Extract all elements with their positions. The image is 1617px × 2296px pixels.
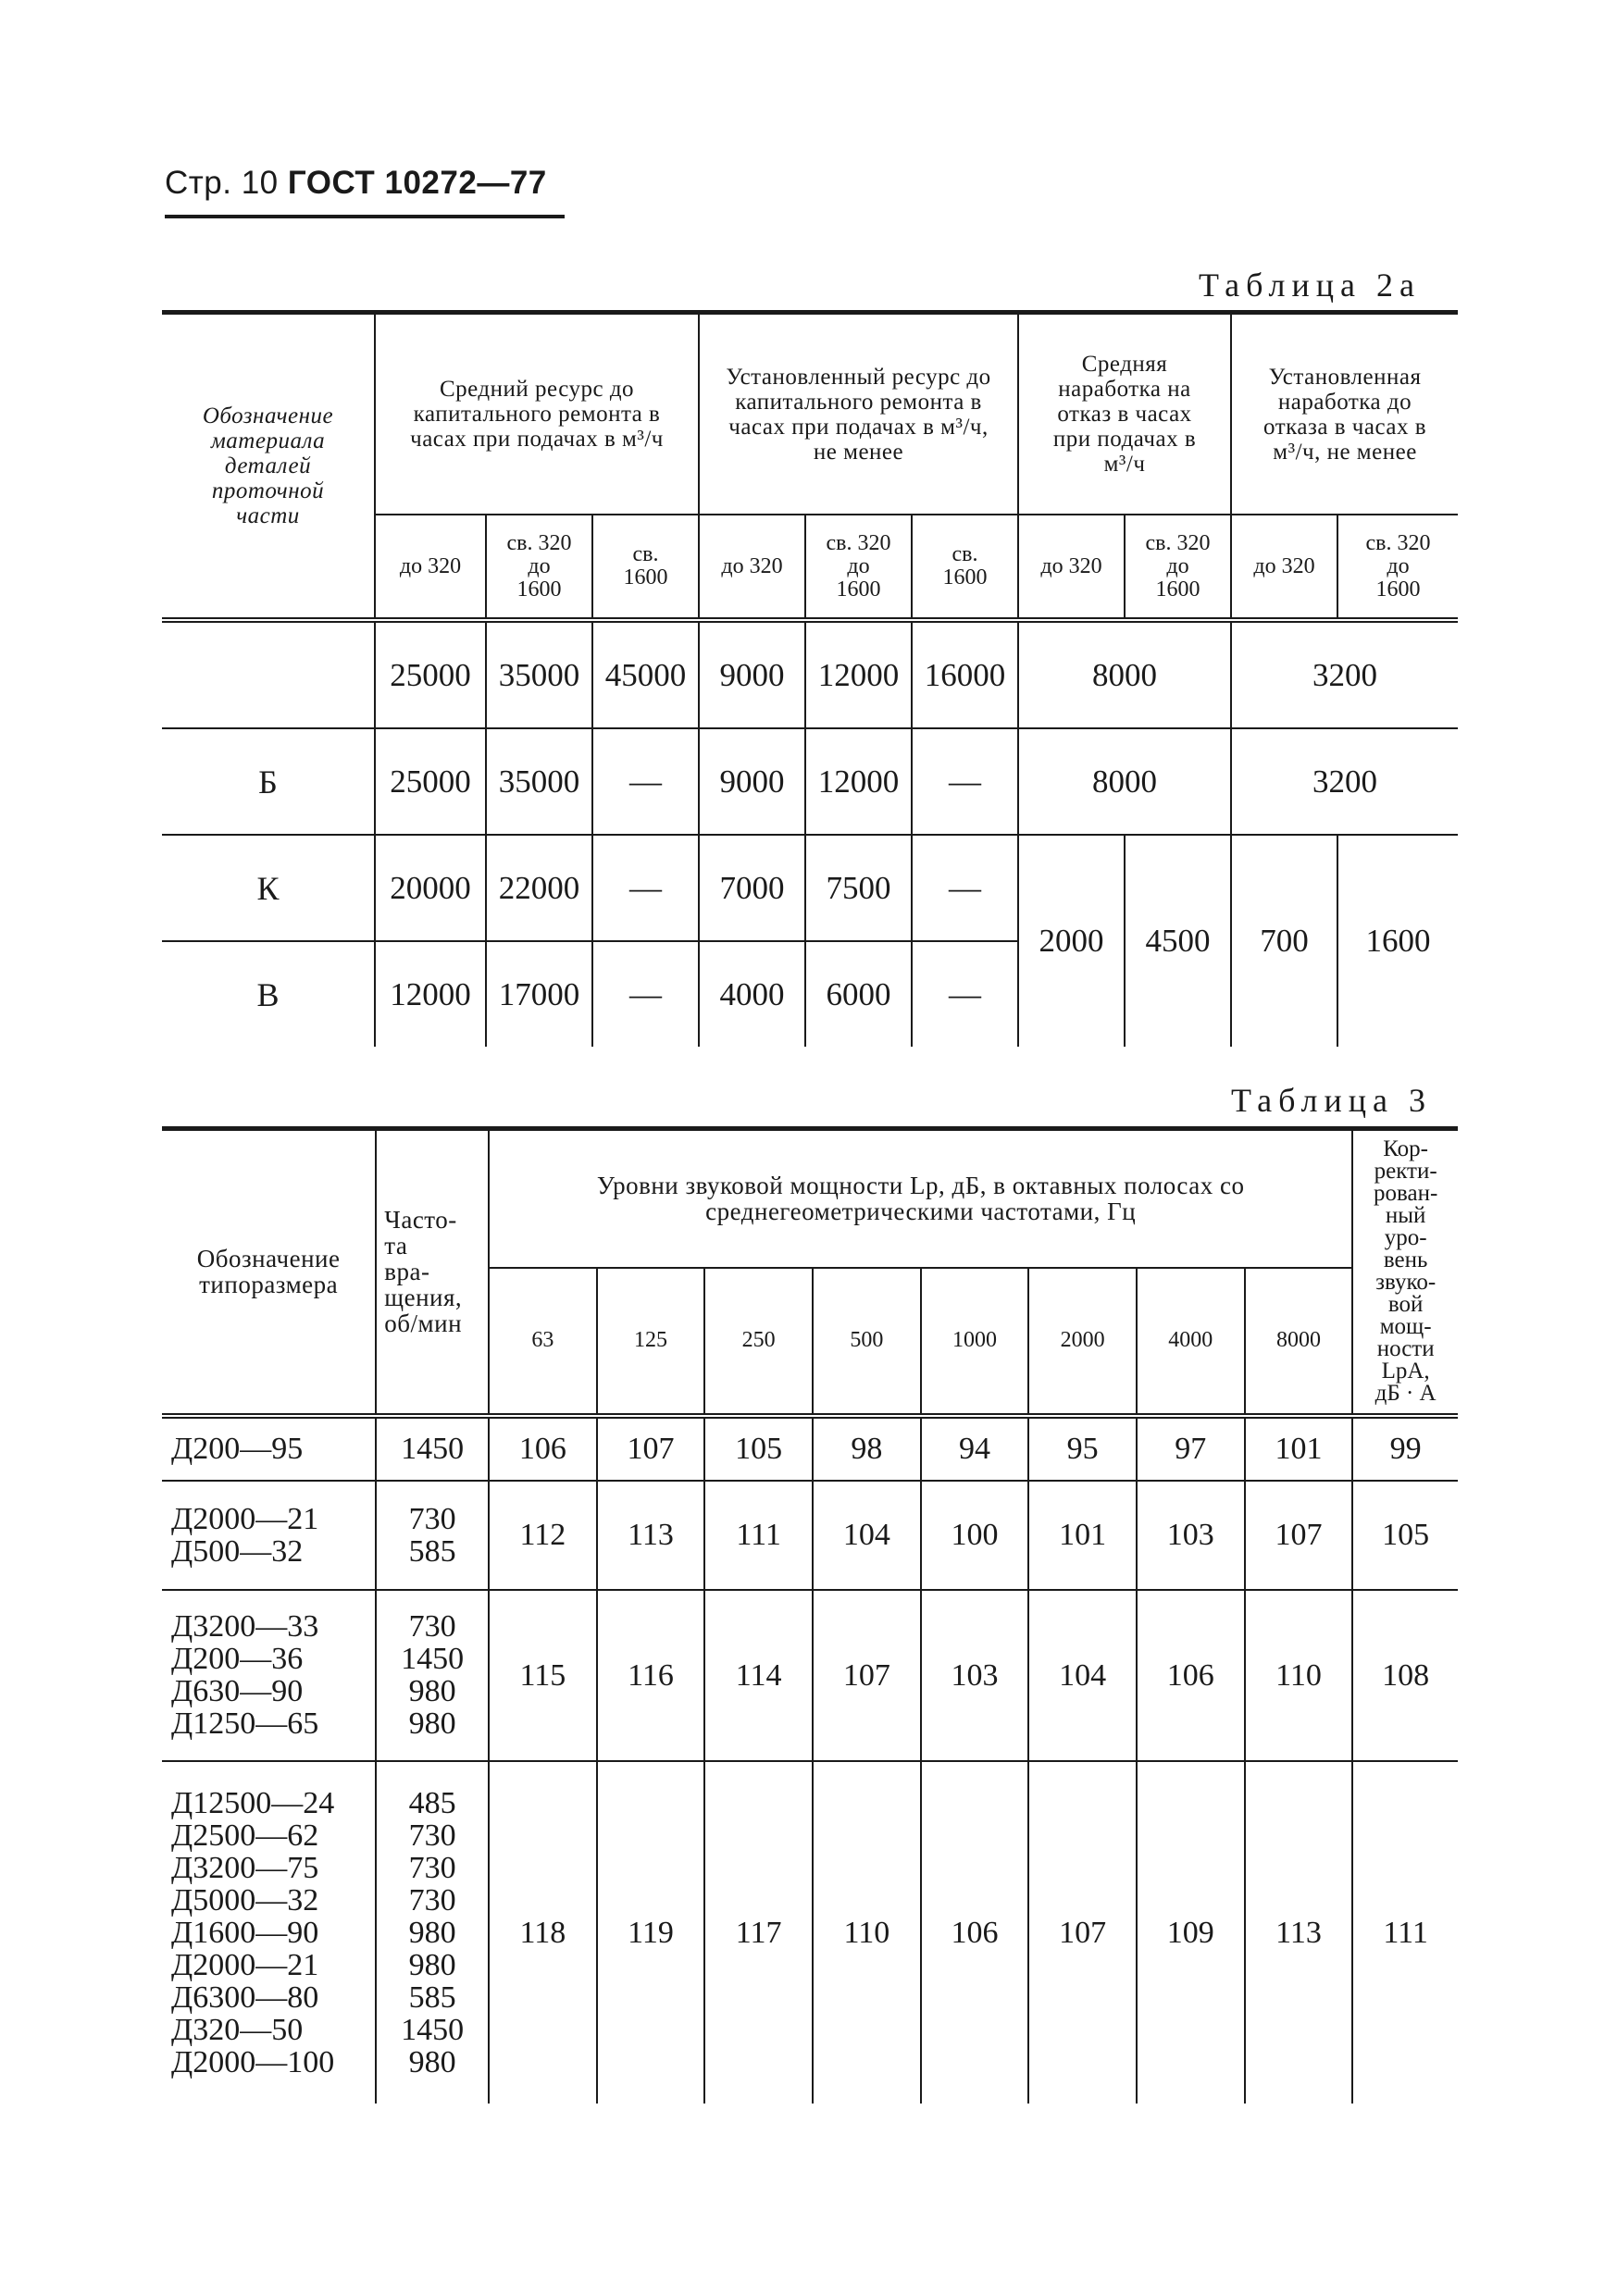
speed-cell — [376, 1481, 489, 1590]
col-levels-label: Уровни звуковой мощности Lp, дБ, в октавных полосах со среднегеометрическими частотами, Гц — [596, 1172, 1245, 1226]
est-to320: 7000 — [699, 835, 805, 941]
avg-to320: 20000 — [375, 835, 486, 941]
corrected-level: 105 — [1352, 1481, 1458, 1590]
est-320-1600: 6000 — [805, 941, 912, 1047]
table-2a-title: Таблица 2а — [1199, 267, 1421, 304]
mtbf-cell: 8000 — [1018, 728, 1231, 835]
standard-number: ГОСТ 10272—77 — [287, 165, 547, 201]
freq-125: 125 — [597, 1268, 705, 1416]
level-125: 113 — [597, 1481, 705, 1590]
col-material-header — [162, 313, 375, 621]
est-320-1600: 12000 — [805, 620, 912, 728]
avg-320-1600: 35000 — [486, 728, 592, 835]
level-63: 115 — [489, 1590, 597, 1761]
table-3-title: Таблица 3 — [1231, 1082, 1432, 1119]
freq-2000: 2000 — [1028, 1268, 1137, 1416]
mtbf-kv-to320: 2000 — [1018, 835, 1125, 1047]
level-4000: 103 — [1137, 1481, 1245, 1590]
level-4000: 97 — [1137, 1416, 1245, 1481]
avg-to320: 25000 — [375, 728, 486, 835]
est-to320: 4000 — [699, 941, 805, 1047]
sub-header-label: св. 320 до 1600 — [1145, 530, 1211, 602]
sub-header-label: св. 1600 — [623, 542, 668, 590]
min-mtbf-kv-to320: 700 — [1231, 835, 1337, 1047]
type-list: Д3200—33 Д200—36 Д630—90 Д1250—65 — [171, 1609, 319, 1741]
page-label: Стр. 10 — [165, 165, 279, 201]
level-2000: 107 — [1028, 1761, 1137, 2104]
freq-63: 63 — [489, 1268, 597, 1416]
sub-header-320-1600 — [1337, 515, 1458, 620]
sub-header-label: св. 320 до 1600 — [506, 530, 572, 602]
level-1000: 100 — [921, 1481, 1029, 1590]
level-1000: 106 — [921, 1761, 1029, 2104]
sub-header-label: св. 320 до 1600 — [1365, 530, 1431, 602]
table-row — [162, 1590, 1458, 1761]
sub-header-label: св. 320 до 1600 — [826, 530, 891, 602]
est-over1600: — — [912, 941, 1018, 1047]
sub-header-to320 — [1231, 515, 1337, 620]
level-250: 117 — [704, 1761, 813, 2104]
group-min-mtbf-label: Установленная наработка до отказа в часах в м³/ч, не менее — [1263, 364, 1427, 465]
type-cell — [162, 1590, 376, 1761]
speed-cell — [376, 1761, 489, 2104]
level-4000: 109 — [1137, 1761, 1245, 2104]
min-mtbf-cell: 3200 — [1231, 620, 1458, 728]
level-2000: 101 — [1028, 1481, 1137, 1590]
type-cell — [162, 1481, 376, 1590]
avg-over1600: 45000 — [592, 620, 699, 728]
group-mtbf-header — [1018, 313, 1231, 515]
group-min-mtbf-header — [1231, 313, 1458, 515]
freq-8000: 8000 — [1245, 1268, 1353, 1416]
freq-1000: 1000 — [921, 1268, 1029, 1416]
level-125: 116 — [597, 1590, 705, 1761]
level-63: 106 — [489, 1416, 597, 1481]
level-250: 105 — [704, 1416, 813, 1481]
avg-over1600: — — [592, 941, 699, 1047]
sub-header-over1600 — [592, 515, 699, 620]
page-header — [165, 165, 547, 202]
avg-320-1600: 17000 — [486, 941, 592, 1047]
level-8000: 101 — [1245, 1416, 1353, 1481]
sub-header-320-1600 — [486, 515, 592, 620]
est-over1600: — — [912, 728, 1018, 835]
type-list: Д2000—21 Д500—32 — [171, 1501, 319, 1569]
sub-header-320-1600 — [1125, 515, 1231, 620]
avg-320-1600: 35000 — [486, 620, 592, 728]
table-row — [162, 1761, 1458, 2104]
sub-header-label: до 320 — [721, 553, 783, 578]
group-mtbf-label: Средняя наработка на отказ в часах при подачах в м³/ч — [1052, 352, 1197, 477]
speed-cell — [376, 1590, 489, 1761]
group-est-header — [699, 313, 1018, 515]
type-list: Д12500—24 Д2500—62 Д3200—75 Д5000—32 Д1600—90 Д2000—21 Д6300—80 Д320—50 Д2000—100 — [171, 1785, 335, 2079]
group-avg-header — [375, 313, 699, 515]
level-8000: 113 — [1245, 1761, 1353, 2104]
corrected-level: 99 — [1352, 1416, 1458, 1481]
type-list: Д200—95 — [171, 1432, 304, 1466]
avg-320-1600: 22000 — [486, 835, 592, 941]
freq-250: 250 — [704, 1268, 813, 1416]
material-cell: В — [162, 941, 375, 1047]
est-to320: 9000 — [699, 620, 805, 728]
level-500: 107 — [813, 1590, 921, 1761]
sub-header-over1600 — [912, 515, 1018, 620]
table-row — [162, 1416, 1458, 1481]
material-cell: К — [162, 835, 375, 941]
freq-500: 500 — [813, 1268, 921, 1416]
header-rule — [165, 215, 565, 218]
col-material-label: Обозначение материала деталей проточной части — [202, 403, 334, 528]
sub-header-label: св. 1600 — [942, 542, 988, 590]
sub-header-320-1600 — [805, 515, 912, 620]
sub-header-label: до 320 — [399, 553, 462, 578]
material-cell — [162, 620, 375, 728]
sub-header-label: до 320 — [1253, 553, 1315, 578]
table-3 — [162, 1126, 1458, 2104]
level-500: 98 — [813, 1416, 921, 1481]
speed-list: 730 1450 980 980 — [401, 1609, 465, 1741]
speed-cell — [376, 1416, 489, 1481]
group-est-label: Установленный ресурс до капитального ремонта в часах при подачах в м³/ч, не менее — [726, 364, 991, 465]
speed-list: 730 585 — [408, 1501, 456, 1569]
level-1000: 94 — [921, 1416, 1029, 1481]
mtbf-kv-320-1600: 4500 — [1125, 835, 1231, 1047]
min-mtbf-cell: 3200 — [1231, 728, 1458, 835]
avg-over1600: — — [592, 728, 699, 835]
table-row — [162, 620, 1458, 728]
col-speed-header — [376, 1129, 489, 1416]
table-row — [162, 835, 1458, 941]
level-500: 110 — [813, 1761, 921, 2104]
col-corrected-label: Кор- ректи- рован- ный уро- вень звуко- вой мощ- ности LpA, дБ · А — [1374, 1136, 1438, 1407]
type-cell — [162, 1416, 376, 1481]
level-250: 111 — [704, 1481, 813, 1590]
est-over1600: 16000 — [912, 620, 1018, 728]
corrected-level: 111 — [1352, 1761, 1458, 2104]
level-125: 119 — [597, 1761, 705, 2104]
mtbf-cell: 8000 — [1018, 620, 1231, 728]
col-speed-label: Часто- та вра- щения, об/мин — [384, 1206, 463, 1338]
col-levels-header — [489, 1129, 1352, 1268]
level-1000: 103 — [921, 1590, 1029, 1761]
avg-over1600: — — [592, 835, 699, 941]
level-4000: 106 — [1137, 1590, 1245, 1761]
table-2a — [162, 310, 1458, 1047]
est-320-1600: 7500 — [805, 835, 912, 941]
speed-list: 1450 — [401, 1432, 465, 1466]
level-63: 118 — [489, 1761, 597, 2104]
sub-header-label: до 320 — [1040, 553, 1102, 578]
group-avg-label: Средний ресурс до капитального ремонта в часах при подачах в м³/ч — [410, 377, 664, 452]
est-320-1600: 12000 — [805, 728, 912, 835]
level-2000: 95 — [1028, 1416, 1137, 1481]
level-63: 112 — [489, 1481, 597, 1590]
speed-list: 485 730 730 730 980 980 585 1450 980 — [401, 1785, 465, 2079]
sub-header-to320 — [375, 515, 486, 620]
table-row — [162, 728, 1458, 835]
level-8000: 107 — [1245, 1481, 1353, 1590]
type-cell — [162, 1761, 376, 2104]
level-8000: 110 — [1245, 1590, 1353, 1761]
avg-to320: 25000 — [375, 620, 486, 728]
est-over1600: — — [912, 835, 1018, 941]
sub-header-to320 — [1018, 515, 1125, 620]
min-mtbf-kv-320-1600: 1600 — [1337, 835, 1458, 1047]
est-to320: 9000 — [699, 728, 805, 835]
table-row — [162, 1481, 1458, 1590]
col-corrected-header — [1352, 1129, 1458, 1416]
level-250: 114 — [704, 1590, 813, 1761]
level-500: 104 — [813, 1481, 921, 1590]
corrected-level: 108 — [1352, 1590, 1458, 1761]
avg-to320: 12000 — [375, 941, 486, 1047]
sub-header-to320 — [699, 515, 805, 620]
level-125: 107 — [597, 1416, 705, 1481]
level-2000: 104 — [1028, 1590, 1137, 1761]
material-cell: Б — [162, 728, 375, 835]
col-type-label: Обозначение типоразмера — [196, 1245, 341, 1299]
col-type-header — [162, 1129, 376, 1416]
freq-4000: 4000 — [1137, 1268, 1245, 1416]
